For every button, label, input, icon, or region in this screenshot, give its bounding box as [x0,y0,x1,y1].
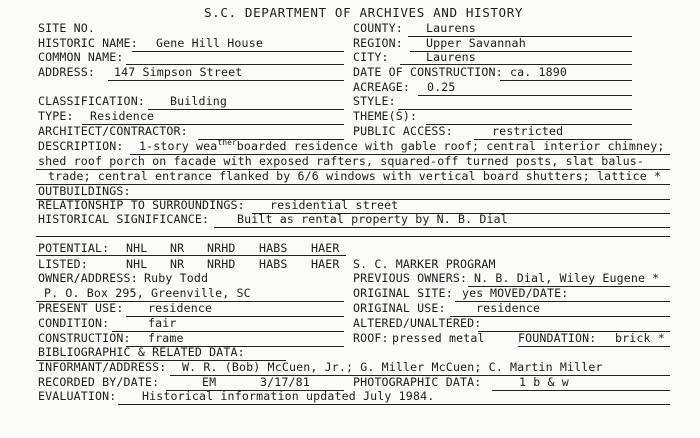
significance-value: Built as rental property by N. B. Dial [237,212,508,226]
photographic-underline [492,390,670,391]
type-label: TYPE: [38,109,74,123]
classification-value: Building [170,94,228,108]
acreage-value: 0.25 [427,80,456,94]
listed-habs: HABS [259,257,288,271]
significance-underline [214,227,670,228]
date-of-construction-value: ca. 1890 [510,65,568,79]
owner-address-value: Ruby Todd [144,271,209,285]
listed-nr: NR [170,257,185,271]
evaluation-label: EVALUATION: [38,389,117,403]
description-line-1a: 1-story wea [139,139,218,153]
listed-label: LISTED: [38,257,88,271]
previous-owners-value: N. B. Dial, Wiley Eugene * [474,271,660,285]
bibliographic-label: BIBLIOGRAPHIC & RELATED DATA: [38,345,245,359]
evaluation-value: Historical information updated July 1984. [142,389,435,403]
recorded-by-value: EM [202,375,217,389]
original-use-value: residence [476,301,541,315]
style-underline [398,109,632,110]
page-title: S.C. DEPARTMENT OF ARCHIVES AND HISTORY [204,5,524,20]
present-use-value: residence [148,301,213,315]
evaluation-underline [118,404,670,405]
acreage-underline [418,95,632,96]
roof-value: pressed metal [392,331,485,345]
potential-underline [36,255,346,256]
date-of-construction-underline [500,80,632,81]
historic-name-value: Gene Hill House [156,36,263,50]
city-value: Laurens [426,50,476,64]
recorded-date-value: 3/17/81 [260,375,310,389]
address-underline [108,80,344,81]
potential-habs: HABS [259,241,288,255]
original-use-underline [450,316,670,317]
listed-haer: HAER [311,257,340,271]
site-no-label: SITE NO. [38,21,96,35]
potential-nhl: NHL [126,241,148,255]
description-line-2: shed roof porch on facade with exposed rafters, squared-off turned posts, slat balus- [38,154,645,168]
acreage-label: ACREAGE: [353,80,411,94]
public-access-value: restricted [492,124,564,138]
region-label: REGION: [353,36,403,50]
outbuildings-label: OUTBUILDINGS: [38,184,131,198]
original-use-label: ORIGINAL USE: [353,301,446,315]
relationship-value: residential street [270,198,399,212]
recorded-by-label: RECORDED BY/DATE: [38,375,160,389]
listed-nhl: NHL [126,257,148,271]
significance-underline-2 [36,236,670,237]
classification-label: CLASSIFICATION: [38,94,145,108]
altered-label: ALTERED/UNALTERED: [353,316,482,330]
city-label: CITY: [353,50,389,64]
original-site-value: yes [462,286,484,300]
description-line-1 [139,140,665,154]
previous-owners-label: PREVIOUS OWNERS: [353,271,468,285]
original-site-label: ORIGINAL SITE: [353,286,453,300]
historic-name-label: HISTORIC NAME: [38,36,138,50]
county-label: COUNTY: [353,21,403,35]
listed-nrhd: NRHD [207,257,236,271]
address-value: 147 Simpson Street [114,65,243,79]
type-value: Residence [90,109,155,123]
architect-label: ARCHITECT/CONTRACTOR: [38,124,188,138]
date-of-construction-label: DATE OF CONSTRUCTION: [353,65,503,79]
address-label: ADDRESS: [38,65,96,79]
owner-address-label: OWNER/ADDRESS: [38,271,138,285]
potential-label: POTENTIAL: [38,241,110,255]
public-access-label: PUBLIC ACCESS: [353,124,453,138]
photographic-value: 1 b & w [519,375,569,389]
construction-label: CONSTRUCTION: [38,331,131,345]
roof-label: ROOF: [353,331,389,345]
description-line-1b: boarded residence with gable roof; central interior chimney; [236,139,665,153]
marker-program-label: S. C. MARKER PROGRAM [353,257,496,271]
foundation-label: FOUNDATION: [518,331,597,345]
informant-label: INFORMANT/ADDRESS: [38,360,167,374]
region-value: Upper Savannah [426,36,526,50]
moved-date-label: MOVED/DATE: [490,286,569,300]
description-underline-3 [36,184,670,185]
county-value: Laurens [426,21,476,35]
condition-value: fair [148,316,177,330]
informant-value: W. R. (Bob) McCuen, Jr.; G. Miller McCuen; C. Martin Miller [182,360,603,374]
construction-value: frame [148,331,184,345]
style-label: STYLE: [353,94,396,108]
relationship-label: RELATIONSHIP TO SURROUNDINGS: [38,198,245,212]
potential-nrhd: NRHD [207,241,236,255]
potential-haer: HAER [311,241,340,255]
description-insertion: ther [217,138,237,147]
classification-underline [148,109,344,110]
present-use-label: PRESENT USE: [38,301,124,315]
description-line-3: trade; central entrance flanked by 6/6 windows with vertical board shutters; lattice * [48,169,662,183]
foundation-value: brick * [615,331,665,345]
owner-address-line-2: P. O. Box 295, Greenville, SC [44,286,251,300]
potential-nr: NR [170,241,185,255]
condition-underline [112,331,344,332]
significance-label: HISTORICAL SIGNIFICANCE: [38,212,210,226]
condition-label: CONDITION: [38,316,110,330]
themes-label: THEME(S): [353,109,418,123]
common-name-label: COMMON NAME: [38,50,124,64]
historic-name-underline [132,51,344,52]
foundation-underline [518,346,670,347]
description-label: DESCRIPTION: [38,139,124,153]
photographic-label: PHOTOGRAPHIC DATA: [353,375,482,389]
